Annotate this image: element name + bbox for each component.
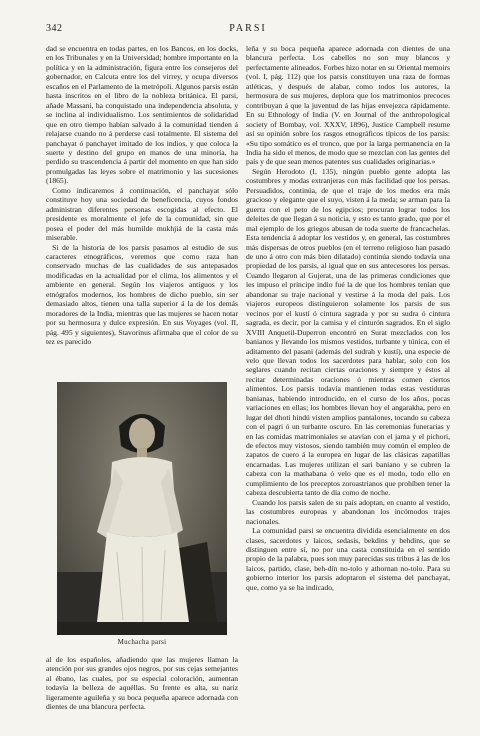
paragraph: Según Herodoto (I, 135), ningún pueblo gente adopta las costumbres y modas extranjeras con más facilidad que los persas. Persuadidos, continúa, de que el traje de los medos era más gracioso y elegante que el suyo, visten á la meda; se arman para la guerra con el peto de los egipcios; procuran lograr todos los deleites de que llegan á su noticia, y esto es tanto grado, que por el mal ejemplo de los griegos abusan de toda suerte de francachelas. Esta tendencia á adoptar los vestidos y, en general, las costumbres más dispersas de otros pueblos (en el terreno religioso han pasado de uno á otro con más bien dilatado) continúa siendo todavía una propiedad de los parsis, al igual que en sus antecesores los persas. Cuando llegaron al Gujerat, una de las primeras condiciones que les impuso el príncipe indio fué la de que los hombres tenían que abandonar su traje nacional y vestirse á la moda del país. Los viajeros europeos distinguieron solamente los parsis de sus vecinos por el kustí ó cintura sagrada y por su sudra ó cintura sagrada, es decir, por la camisa y el cinturón sagrados. En el siglo XVIII Anquetil-Duperron encontró en Surat mezclados con los banianos y llevando los mismos vestidos, turbante y túnica, con el aditamento del pasani (además del sudrah y kustí), una especie de velo que llevan todos los sacerdotes para hablar, solo con los seglares cuando recitan ciertas oraciones y siempre y éstos al recitar determinadas oraciones ó mientras comen ciertos alimentos. Los parsis todavía mantienen todas estas vestiduras banianas, habiendo introducido, en el curso de los años, pocas variaciones en ellas; los hombres llevan hoy el angarakha, pero en lugar del dhoti hindú visten amplios pantalones, tocando su cabeza con el pagri ó un turbante oscuro. En las ceremonias funerarias y en las comidas matrimoniales se atavían con el jama y el pichori, de efectos muy vistosos, siendo también muy común el empleo de zapatos de cuero á la europea en lugar de las clásicas zapatillas encarnadas. Las mujeres utilizan el sari baniano y se cubren la cabeza con la mathabana ó velo que es el modo, todo ello en cumplimiento de los preceptos zoroastrianos que prohíben tener la cabeza descubierta tanto de día como de noche. <box>246 166 450 498</box>
running-title: PARSI <box>229 23 267 34</box>
page-header <box>46 23 450 37</box>
paragraph: Cuando los parsis salen de su país adoptan, en cuanto al vestido, las costumbres europeas y abandonan los incómodos trajes nacionales. <box>246 497 450 526</box>
left-column-top <box>46 44 238 378</box>
paragraph: al de los españoles, añadiendo que las mujeres llaman la atención por sus grandes ojos negros, por sus cejas semejantes al ébano, las cuales, por su especial coloración, aumentan todavía la belleza de aquéllas. Su frente es alta, su nariz ligeramente aguileña y su boca pequeña aparece adornada con dientes de una blancura perfecta. <box>46 655 238 712</box>
paragraph: Si de la historia de los parsis pasamos al estudio de sus caracteres etnográficos, veremos que como raza han conservado muchas de las cualidades de sus antepasados modificadas en la actualidad por el clima, los alimentos y el ambiente en general. Según los viajeros antiguos y los etnógrafos modernos, los hombres de dicho pueblo, sin ser demasiado altos, tienen una talla superior á la de los demás moradores de la India, mientras que las mujeres se hacen notar por su hermosura y dulce expresión. En sus Voyages (vol. II, pág. 495 y siguientes), Stavorinus afirmaba que el color de su tez es parecido <box>46 242 238 347</box>
paragraph: dad se encuentra en todas partes, en los Bancos, en los docks, en los Tribunales y en la Universidad; hombre importante en la política y en la administración, figura entre los consejeros del gobernador, en Calcuta entre los del virrey, y ocupa diversos escaños en el Parlamento de la metrópoli. Algunos parsis están hasta inscritos en el libro de la nobleza británica. El parsi, añade Massani, ha conquistado una independencia absoluta, y se inclina al individualismo. Los sentimientos de solidaridad que en otro tiempo habían salvado á la comunidad tienden á relajarse cuando no á perderse casi totalmente. El sistema del panchayat ó panchayet imitado de los indios, y que coloca la suerte y destino del grupo en manos de una minoría, ha perdido su trascendencia á partir del momento en que han sido promulgadas las leyes sobre el matrimonio y las sucesiones (1865). <box>46 44 238 186</box>
paragraph: La comunidad parsi se encuentra dividida esencialmente en dos clases, sacerdotes y laicos, sedasis, bekdins y behdins, que se distinguen entre sí, no por una casta constituida en el sentido propio de la palabra, pues son muy parecidas sus tribus á las de los laicos, partido, clase, beh-dín no-tolo y athornan no-tolo. Para su gobierno interior los parsis adoptaron el sistema del panchayat, que, como ya se ha indicado, <box>246 526 450 592</box>
page-number: 342 <box>46 23 63 34</box>
photograph-image <box>57 382 227 635</box>
paragraph: Como indicaremos á continuación, el panchayat sólo constituye hoy una sociedad de beneficencia, cuyos fondos administran diferentes personas escogidas al efecto. El presidente es moralmente el jefe de la comunidad, sin que posea el poder del más humilde mukhjiá de la casta más miserable. <box>46 185 238 243</box>
paragraph: leña y su boca pequeña aparece adornada con dientes de una blancura perfecta. Los cabellos no son muy blancos y perfectamente alineados. Forbes hizo notar en su Oriental memoirs (vol. I, pág. 112) que los parsis constituyen una raza de formas atléticas, y después de alabar, como todos los autores, la hermosura de sus mujeres, deplora que los matrimonios precoces contribuyan á que la juventud de las hijas envejezca rápidamente. En su Ethnology of India (V. en Journal of the anthropological society of Bombay, vol. XXXV, 1896), Justice Campbell resume así su opinión sobre los rasgos etnográficos típicos de los parsis: «Su tipo somático es el tronco, que por la larga permanencia en la India ha sido el menos, de modo que se mezclan con las gentes del país y de que sean menos patentes sus cualidades originarias.» <box>246 44 450 167</box>
photograph <box>57 382 227 635</box>
right-column <box>246 44 450 730</box>
left-column-bottom <box>46 655 238 735</box>
photo-caption: Muchacha parsi <box>117 638 167 646</box>
